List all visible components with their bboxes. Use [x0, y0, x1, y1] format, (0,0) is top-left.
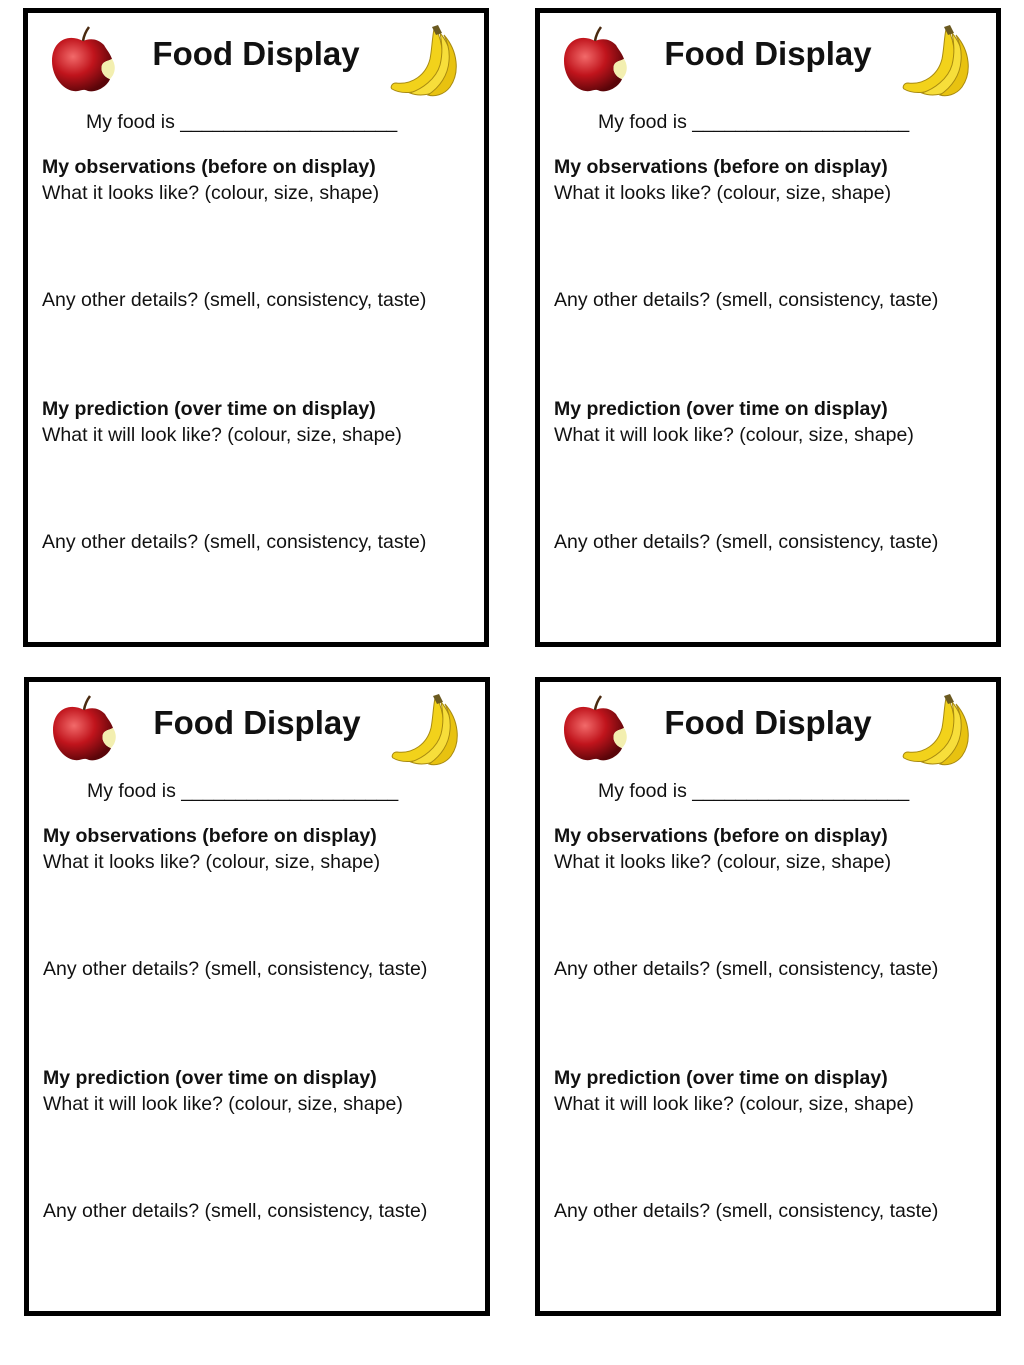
observations-other-details: Any other details? (smell, consistency, taste): [554, 289, 939, 311]
observations-other-details: Any other details? (smell, consistency, taste): [42, 289, 427, 311]
prediction-heading: My prediction (over time on display): [554, 398, 888, 420]
banana-icon: [387, 694, 463, 766]
prediction-other-details: Any other details? (smell, consistency, taste): [43, 1200, 428, 1222]
observations-question: What it looks like? (colour, size, shape): [42, 182, 380, 204]
banana-icon: [898, 694, 974, 766]
food-prompt: My food is ____________________: [598, 780, 910, 802]
observations-other-details: Any other details? (smell, consistency, taste): [554, 958, 939, 980]
card-title: Food Display: [664, 35, 872, 72]
observations-question: What it looks like? (colour, size, shape): [554, 182, 892, 204]
prediction-other-details: Any other details? (smell, consistency, taste): [554, 1200, 939, 1222]
food-prompt: My food is ____________________: [86, 111, 398, 133]
prediction-heading: My prediction (over time on display): [42, 398, 376, 420]
observations-question: What it looks like? (colour, size, shape): [43, 851, 381, 873]
prediction-other-details: Any other details? (smell, consistency, taste): [554, 531, 939, 553]
prediction-other-details: Any other details? (smell, consistency, taste): [42, 531, 427, 553]
observations-heading: My observations (before on display): [554, 825, 888, 847]
observations-heading: My observations (before on display): [554, 156, 888, 178]
prediction-question: What it will look like? (colour, size, shape): [554, 1093, 914, 1115]
card-title: Food Display: [152, 35, 360, 72]
prediction-question: What it will look like? (colour, size, shape): [43, 1093, 403, 1115]
worksheet-card: [24, 677, 490, 1316]
prediction-heading: My prediction (over time on display): [43, 1067, 377, 1089]
card-title: Food Display: [664, 704, 872, 741]
observations-heading: My observations (before on display): [42, 156, 376, 178]
worksheet-card: [23, 8, 489, 647]
observations-question: What it looks like? (colour, size, shape): [554, 851, 892, 873]
food-prompt: My food is ____________________: [598, 111, 910, 133]
observations-heading: My observations (before on display): [43, 825, 377, 847]
prediction-heading: My prediction (over time on display): [554, 1067, 888, 1089]
card-title: Food Display: [153, 704, 361, 741]
food-prompt: My food is ____________________: [87, 780, 399, 802]
observations-other-details: Any other details? (smell, consistency, taste): [43, 958, 428, 980]
worksheet-card: [535, 8, 1001, 647]
prediction-question: What it will look like? (colour, size, shape): [42, 424, 402, 446]
prediction-question: What it will look like? (colour, size, shape): [554, 424, 914, 446]
worksheet-card: [535, 677, 1001, 1316]
banana-icon: [386, 25, 462, 97]
banana-icon: [898, 25, 974, 97]
